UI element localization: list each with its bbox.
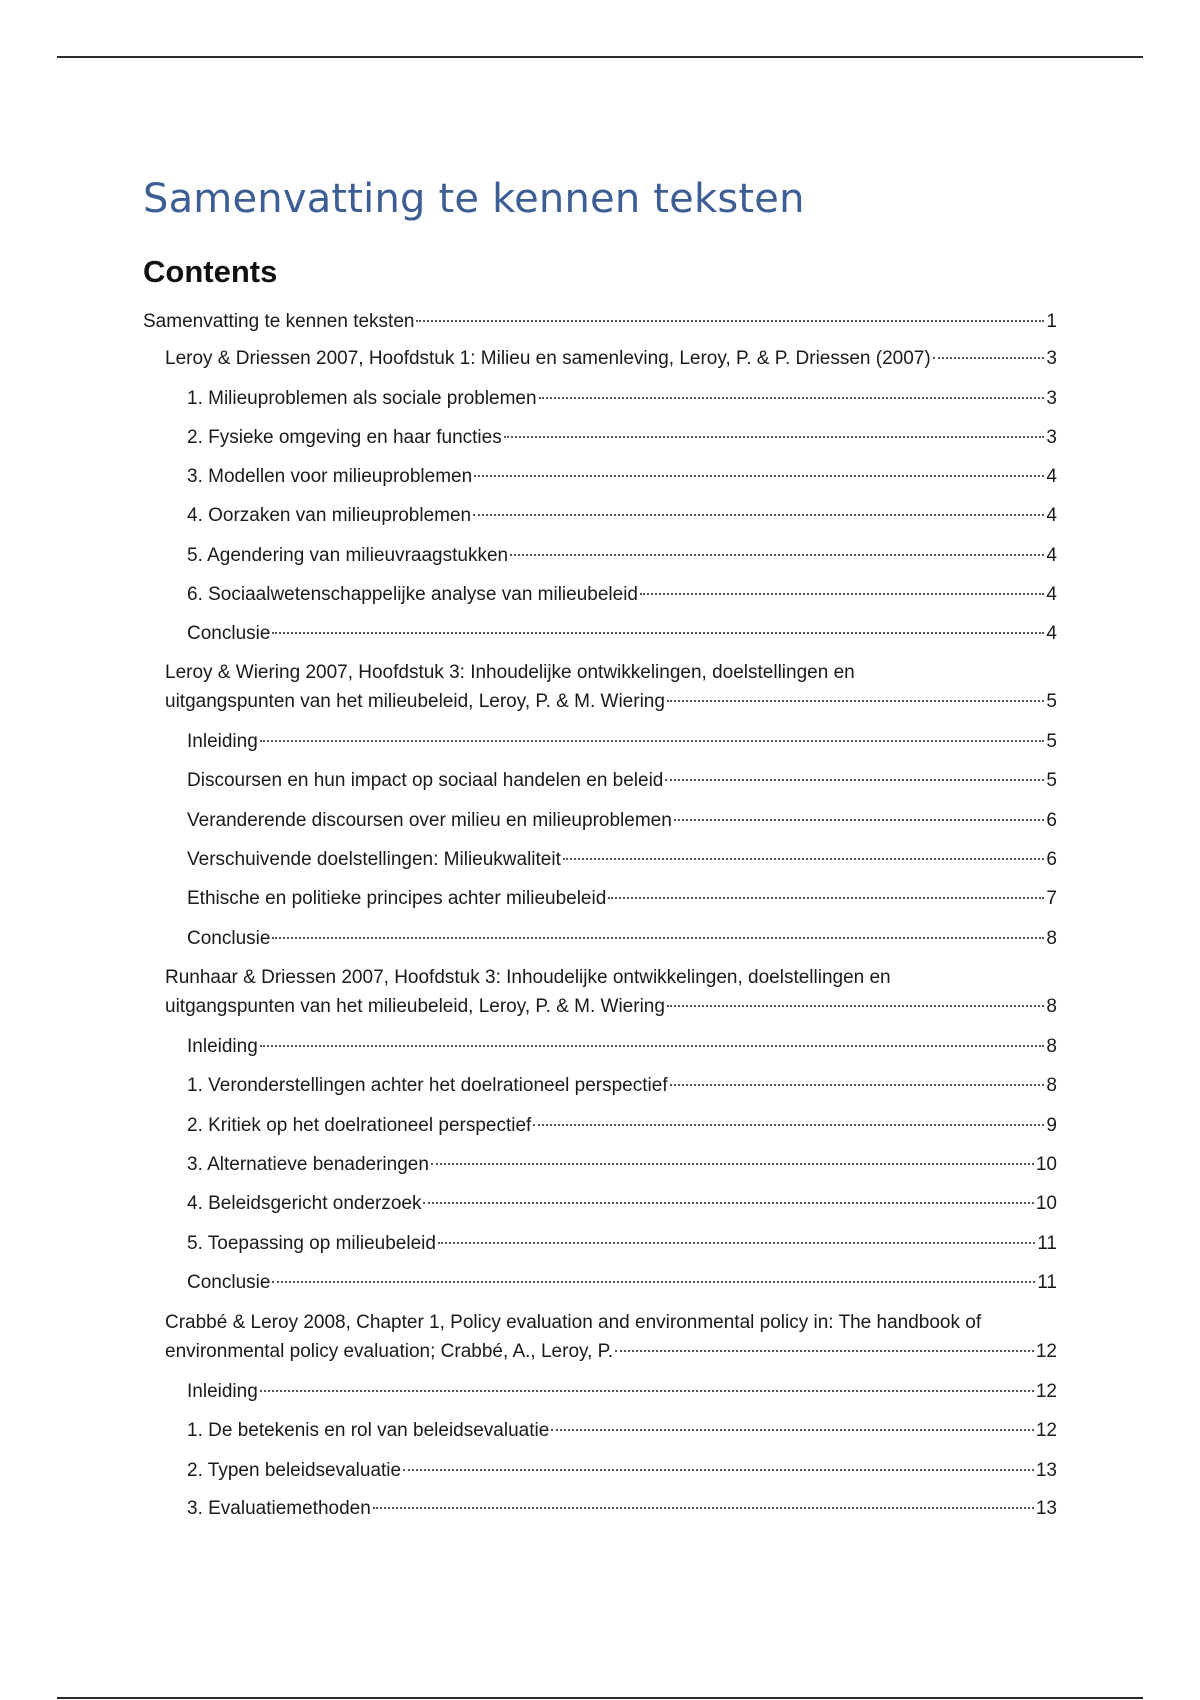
toc-page-number: 9 [1046, 1115, 1057, 1136]
dot-leader [272, 632, 1044, 634]
toc-entry-text: 1. Milieuproblemen als sociale problemen [187, 388, 537, 409]
toc-page-number: 4 [1046, 584, 1057, 605]
toc-entry[interactable] [187, 884, 1057, 913]
dot-leader [260, 1045, 1045, 1047]
dot-leader [473, 514, 1044, 516]
dot-leader [533, 1124, 1044, 1126]
toc-entry[interactable] [187, 924, 1057, 953]
dot-leader [474, 475, 1044, 477]
toc-entry[interactable] [187, 1189, 1057, 1218]
toc-entry[interactable] [187, 1150, 1057, 1179]
toc-entry[interactable] [165, 963, 1057, 1021]
toc-entry[interactable] [187, 580, 1057, 609]
dot-leader [615, 1350, 1034, 1352]
toc-entry-text: 1. Veronderstellingen achter het doelrationeel perspectief [187, 1075, 668, 1096]
toc-page-number: 3 [1046, 348, 1057, 369]
toc-entry-text: 1. De betekenis en rol van beleidsevaluatie [187, 1420, 550, 1441]
toc-entry[interactable] [187, 1071, 1057, 1100]
dot-leader [551, 1429, 1034, 1431]
toc-entry[interactable] [187, 1377, 1057, 1406]
toc-entry[interactable] [165, 1308, 1057, 1366]
toc-page-number: 4 [1046, 505, 1057, 526]
dot-leader [670, 1084, 1045, 1086]
toc-page-number: 3 [1046, 388, 1057, 409]
toc-entry-text: Discoursen en hun impact op sociaal handelen en beleid [187, 770, 664, 791]
toc-entry-text: 4. Beleidsgericht onderzoek [187, 1193, 422, 1214]
toc-entry-text: Inleiding [187, 731, 258, 752]
toc-entry[interactable] [187, 1032, 1057, 1061]
toc-page-number: 12 [1035, 1420, 1057, 1441]
dot-leader [667, 700, 1045, 702]
toc-page-number: 10 [1035, 1193, 1057, 1214]
toc-page-number: 10 [1035, 1154, 1057, 1175]
toc-page-number: 6 [1046, 810, 1057, 831]
toc-page-number: 6 [1046, 849, 1057, 870]
toc-entry[interactable] [165, 658, 1057, 716]
toc-entry-text: Inleiding [187, 1036, 258, 1057]
toc-page-number: 12 [1035, 1381, 1057, 1402]
toc-entry-text: 3. Alternatieve benaderingen [187, 1154, 429, 1175]
toc-entry[interactable] [187, 384, 1057, 413]
toc-entry[interactable] [187, 619, 1057, 648]
dot-leader [272, 937, 1044, 939]
toc-entry[interactable] [187, 541, 1057, 570]
document-title: Samenvatting te kennen teksten [143, 176, 805, 222]
toc-entry-text: Inleiding [187, 1381, 258, 1402]
toc-entry-text-line1: Leroy & Wiering 2007, Hoofdstuk 3: Inhoudelijke ontwikkelingen, doelstellingen en [165, 662, 855, 683]
toc-page-number: 5 [1046, 770, 1057, 791]
dot-leader [510, 554, 1044, 556]
toc-entry[interactable] [187, 462, 1057, 491]
toc-entry-text: 6. Sociaalwetenschappelijke analyse van milieubeleid [187, 584, 638, 605]
dot-leader [272, 1281, 1035, 1283]
toc-page-number: 13 [1035, 1498, 1057, 1519]
toc-entry-text: 3. Modellen voor milieuproblemen [187, 466, 473, 487]
toc-page-number: 8 [1046, 996, 1057, 1017]
footer-rule [57, 1697, 1143, 1699]
toc-entry-text: 2. Typen beleidsevaluatie [187, 1460, 402, 1481]
dot-leader [539, 397, 1045, 399]
toc-entry-text: Conclusie [187, 623, 271, 644]
dot-leader [608, 897, 1044, 899]
toc-page-number: 8 [1046, 928, 1057, 949]
toc-entry-text: Samenvatting te kennen teksten [143, 311, 415, 332]
toc-page-number: 12 [1035, 1341, 1057, 1362]
toc-entry[interactable] [187, 727, 1057, 756]
toc-entry[interactable] [187, 766, 1057, 795]
toc-entry-text: Veranderende discoursen over milieu en milieuproblemen [187, 810, 672, 831]
toc-entry-text-line1: Runhaar & Driessen 2007, Hoofdstuk 3: Inhoudelijke ontwikkelingen, doelstellingen en [165, 967, 891, 988]
toc-page-number: 4 [1046, 545, 1057, 566]
toc-entry-text: 5. Toepassing op milieubeleid [187, 1233, 436, 1254]
toc-entry-text-line1: Crabbé & Leroy 2008, Chapter 1, Policy evaluation and environmental policy in: The handbook of [165, 1312, 982, 1333]
toc-entry[interactable] [187, 1229, 1057, 1258]
toc-page-number: 1 [1046, 311, 1057, 332]
toc-page-number: 8 [1046, 1036, 1057, 1057]
dot-leader [504, 436, 1045, 438]
dot-leader [373, 1507, 1034, 1509]
toc-entry-text: 4. Oorzaken van milieuproblemen [187, 505, 472, 526]
toc-page-number: 11 [1037, 1233, 1057, 1254]
toc-entry[interactable] [187, 501, 1057, 530]
toc-page-number: 13 [1035, 1460, 1057, 1481]
toc-entry-text: Verschuivende doelstellingen: Milieukwaliteit [187, 849, 561, 870]
dot-leader [423, 1202, 1033, 1204]
toc-page-number: 8 [1046, 1075, 1057, 1096]
toc-entry[interactable] [187, 1456, 1057, 1485]
toc-entry[interactable] [187, 1111, 1057, 1140]
toc-heading: Contents [143, 254, 278, 289]
toc-page-number: 7 [1046, 888, 1057, 909]
toc-page-number: 4 [1046, 623, 1057, 644]
toc-page-number: 4 [1046, 466, 1057, 487]
toc-entry[interactable] [143, 307, 1057, 336]
toc-page-number: 5 [1046, 691, 1057, 712]
toc-page-number: 3 [1046, 427, 1057, 448]
toc-entry-text: Leroy & Driessen 2007, Hoofdstuk 1: Milieu en samenleving, Leroy, P. & P. Driessen (2007) [165, 348, 931, 369]
toc-entry[interactable] [165, 344, 1057, 373]
dot-leader [933, 357, 1045, 359]
toc-entry[interactable] [187, 1268, 1057, 1297]
dot-leader [674, 819, 1045, 821]
toc-entry-text: uitgangspunten van het milieubeleid, Leroy, P. & M. Wiering [165, 996, 665, 1017]
toc-entry-text: 2. Fysieke omgeving en haar functies [187, 427, 502, 448]
toc-entry-text: 5. Agendering van milieuvraagstukken [187, 545, 509, 566]
toc-entry[interactable] [187, 423, 1057, 452]
toc-entry-text: Conclusie [187, 1272, 271, 1293]
toc-entry-text: Ethische en politieke principes achter milieubeleid [187, 888, 607, 909]
dot-leader [640, 593, 1044, 595]
dot-leader [563, 858, 1045, 860]
dot-leader [260, 740, 1045, 742]
toc-entry-text: environmental policy evaluation; Crabbé, A., Leroy, P. [165, 1341, 614, 1362]
toc-entry-text: 2. Kritiek op het doelrationeel perspectief [187, 1115, 532, 1136]
toc-page-number: 11 [1037, 1272, 1057, 1293]
dot-leader [438, 1242, 1035, 1244]
toc-entry-text: Conclusie [187, 928, 271, 949]
dot-leader [665, 779, 1044, 781]
toc-entry[interactable] [187, 806, 1057, 835]
dot-leader [667, 1005, 1045, 1007]
toc-entry[interactable] [187, 1416, 1057, 1445]
toc-entry[interactable] [187, 845, 1057, 874]
dot-leader [416, 320, 1044, 322]
toc-entry[interactable] [187, 1494, 1057, 1523]
toc-page-number: 5 [1046, 731, 1057, 752]
toc-entry-text: 3. Evaluatiemethoden [187, 1498, 371, 1519]
dot-leader [403, 1469, 1034, 1471]
toc-entry-text: uitgangspunten van het milieubeleid, Leroy, P. & M. Wiering [165, 691, 665, 712]
dot-leader [260, 1390, 1034, 1392]
dot-leader [431, 1163, 1034, 1165]
